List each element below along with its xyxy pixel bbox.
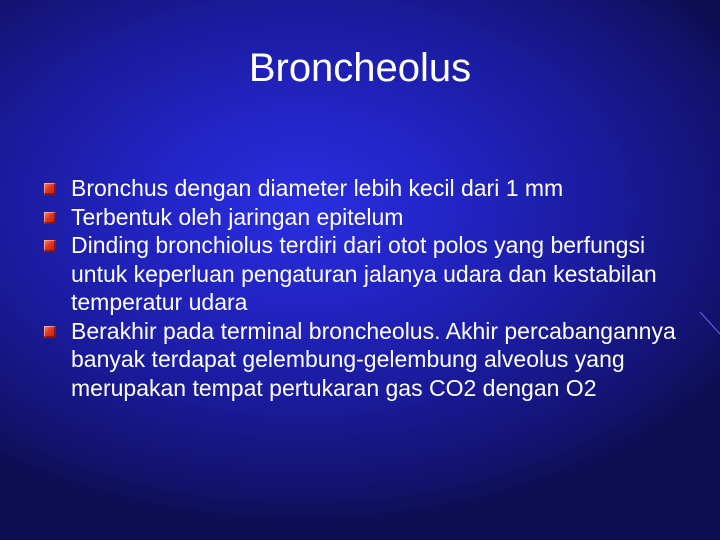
bullet-text: Terbentuk oleh jaringan epitelum (71, 203, 404, 230)
square-bullet-icon (44, 240, 56, 252)
square-bullet-icon (44, 212, 56, 224)
bullet-item (44, 174, 684, 203)
bullet-list (44, 174, 684, 402)
square-bullet-icon (44, 183, 56, 195)
square-bullet-icon (44, 326, 56, 338)
bullet-item (44, 203, 684, 232)
bullet-text: Dinding bronchiolus terdiri dari otot polos yang berfungsi untuk keperluan pengaturan jalanya udara dan kestabilan temperatur udara (71, 232, 657, 315)
bullet-text: Bronchus dengan diameter lebih kecil dari 1 mm (71, 175, 564, 201)
bullet-item (44, 317, 684, 403)
slide-title: Broncheolus (248, 46, 472, 90)
bullet-text: Berakhir pada terminal broncheolus. Akhir percabangannya banyak terdapat gelembung-gelembung alveolus yang merupakan tempat pertukaran gas CO2 dengan O2 (71, 317, 676, 401)
bullet-item (44, 231, 684, 317)
